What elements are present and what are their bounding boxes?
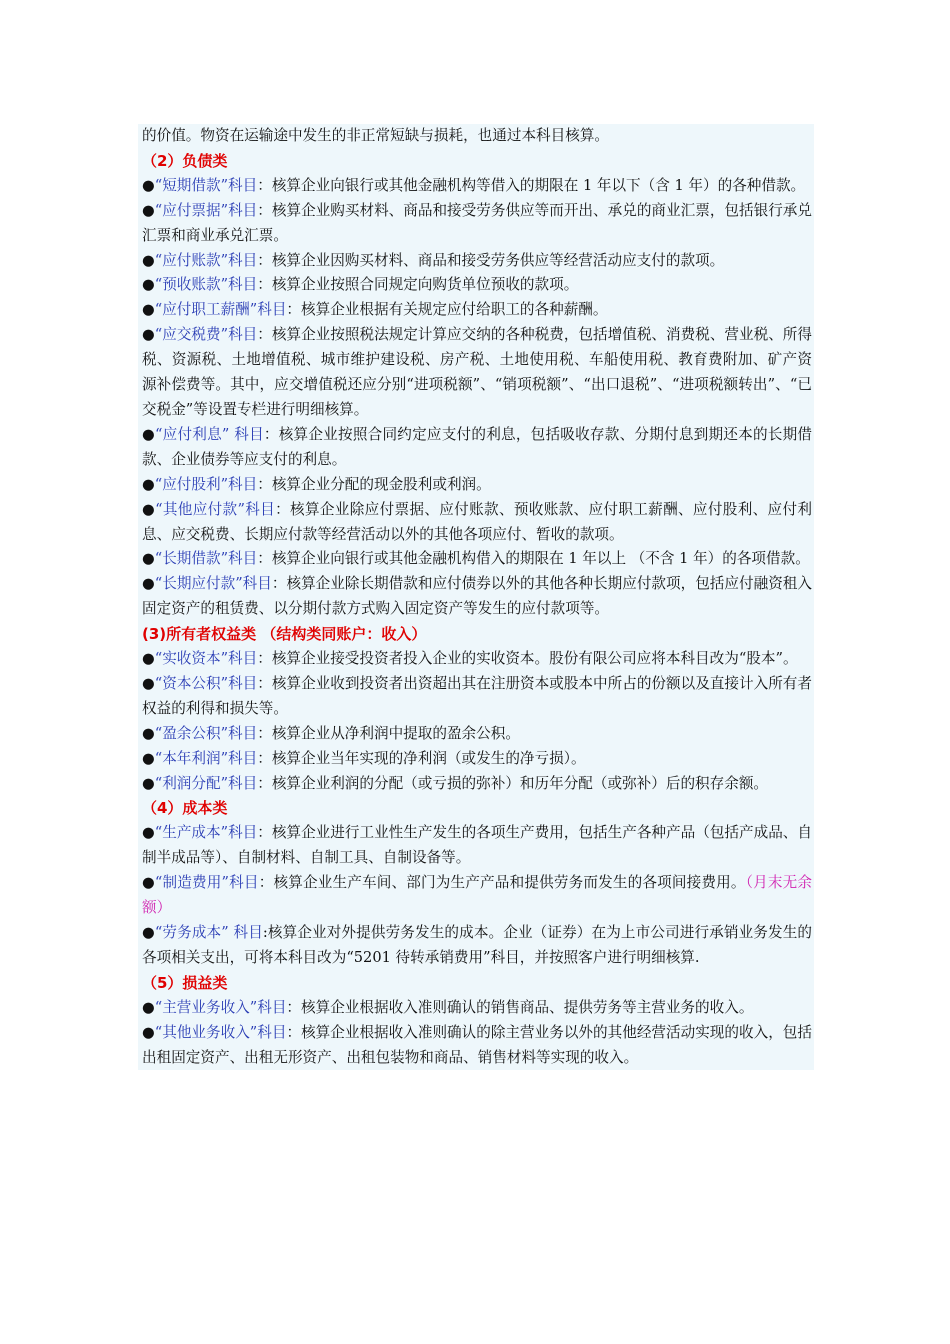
account-description: ：核算企业按照税法规定计算应交纳的各种税费，包括增值税、消费税、营业税、所得税、资源税、土地增值税、城市维护建设税、房产税、土地使用税、车船使用税、教育费附加、矿产资源补偿费等。其中，应交增值税还应分别“进项税额”、“销项税额”、“出口退税”、“进项税额转出”、“已交税金”等设置专栏进行明细核算。 (142, 326, 812, 418)
account-term: “本年利润”科目 (154, 749, 258, 767)
account-description: ：核算企业按照合同规定向购货单位预收的款项。 (257, 276, 579, 294)
account-item (138, 747, 814, 772)
bullet-icon: ● (142, 650, 155, 668)
account-description: ：核算企业因购买材料、商品和接受劳务供应等经营活动应支付的款项。 (257, 251, 725, 269)
account-description: ：核算企业根据收入准则确认的销售商品、提供劳务等主营业务的收入。 (286, 998, 754, 1016)
account-description: ：核算企业根据收入准则确认的除主营业务以外的其他经营活动实现的收入，包括出租固定资产、出租无形资产、出租包装物和商品、销售材料等实现的收入。 (142, 1023, 812, 1066)
bullet-icon: ● (142, 425, 155, 443)
account-note: （月末无余额） (142, 874, 812, 917)
account-term: “其他应付款”科目 (155, 500, 276, 518)
bullet-icon: ● (142, 301, 155, 319)
account-item (138, 423, 814, 473)
bullet-icon: ● (142, 575, 155, 593)
account-item (138, 821, 814, 871)
account-term: “资本公积”科目 (154, 674, 258, 692)
account-item (138, 298, 814, 323)
account-description: ：核算企业向银行或其他金融机构借入的期限在 1 年以上 （不含 1 年）的各项借款。 (257, 550, 810, 568)
account-description: ：核算企业接受投资者投入企业的实收资本。股份有限公司应将本科目改为“股本”。 (257, 650, 798, 668)
account-term: “实收资本”科目 (154, 650, 258, 668)
account-term: “长期应付款”科目 (154, 575, 272, 593)
account-item (138, 871, 814, 921)
account-item (138, 772, 814, 797)
bullet-icon: ● (142, 251, 155, 269)
account-description: ：核算企业从净利润中提取的盈余公积。 (257, 724, 520, 742)
bullet-icon: ● (142, 924, 155, 941)
account-term: “其他业务收入”科目 (154, 1023, 287, 1041)
section-heading: （5）损益类 (142, 973, 228, 992)
account-term: “应付职工薪酬”科目 (154, 301, 287, 319)
account-item (138, 547, 814, 572)
bullet-icon: ● (142, 874, 155, 892)
account-term: “应付利息” 科目 (154, 425, 264, 443)
account-description: ：核算企业进行工业性生产发生的各项生产费用，包括生产各种产品（包括产成品、自制半成品等）、自制材料、自制工具、自制设备等。 (142, 824, 812, 867)
section-heading: （2）负债类 (142, 151, 228, 170)
account-item (138, 473, 814, 498)
bullet-icon: ● (142, 824, 155, 842)
section-heading: （4）成本类 (142, 799, 228, 818)
account-term: “劳务成本” 科目 (154, 924, 263, 941)
account-description: ：核算企业生产车间、部门为生产产品和提供劳务而发生的各项间接费用。 (258, 874, 746, 892)
account-item (138, 323, 814, 423)
account-item (138, 498, 814, 548)
account-term: “盈余公积”科目 (154, 724, 258, 742)
account-description: ：核算企业除长期借款和应付债券以外的其他各种长期应付款项，包括应付融资租入固定资产的租赁费、以分期付款方式购入固定资产等发生的应付款项等。 (142, 575, 812, 618)
account-term: “主营业务收入”科目 (154, 998, 287, 1016)
bullet-icon: ● (142, 201, 155, 219)
bullet-icon: ● (142, 176, 155, 194)
account-item (138, 921, 814, 971)
bullet-icon: ● (142, 724, 155, 742)
account-description: ：核算企业收到投资者出资超出其在注册资本或股本中所占的份额以及直接计入所有者权益的利得和损失等。 (142, 674, 812, 717)
account-item (138, 273, 814, 298)
account-item (138, 199, 814, 249)
document-body (138, 124, 814, 1070)
account-term: “应付账款”科目 (154, 251, 258, 269)
account-item (138, 1021, 814, 1071)
account-description: ：核算企业购买材料、商品和接受劳务供应等而开出、承兑的商业汇票，包括银行承兑汇票和商业承兑汇票。 (142, 201, 812, 244)
account-description: ：核算企业除应付票据、应付账款、预收账款、应付职工薪酬、应付股利、应付利息、应交税费、长期应付款等经营活动以外的其他各项应付、暂收的款项。 (142, 500, 812, 543)
bullet-icon: ● (142, 475, 155, 493)
account-description: :核算企业对外提供劳务发生的成本。企业（证券）在为上市公司进行承销业务发生的各项相关支出，可将本科目改为“5201 待转承销费用”科目，并按照客户进行明细核算. (142, 924, 813, 966)
account-term: “制造费用”科目 (154, 874, 259, 892)
account-term: “长期借款”科目 (154, 550, 258, 568)
bullet-icon: ● (142, 749, 155, 767)
account-item (138, 647, 814, 672)
account-term: “应交税费”科目 (154, 326, 258, 344)
bullet-icon: ● (142, 326, 155, 344)
account-description: ：核算企业按照合同约定应支付的利息，包括吸收存款、分期付息到期还本的长期借款、企业债券等应支付的利息。 (142, 425, 813, 468)
section-heading: (3)所有者权益类 （结构类同账户：收入） (142, 625, 427, 644)
account-description: ：核算企业当年实现的净利润（或发生的净亏损）。 (257, 749, 586, 767)
account-description: ：核算企业利润的分配（或亏损的弥补）和历年分配（或弥补）后的积存余额。 (257, 774, 769, 792)
bullet-icon: ● (142, 674, 155, 692)
account-description: ：核算企业向银行或其他金融机构等借入的期限在 1 年以下（含 1 年）的各种借款。 (257, 176, 806, 194)
bullet-icon: ● (142, 500, 156, 518)
account-term: “预收账款”科目 (154, 276, 258, 294)
account-item (138, 996, 814, 1021)
bullet-icon: ● (142, 998, 155, 1016)
account-term: “利润分配”科目 (154, 774, 258, 792)
account-item (138, 249, 814, 274)
account-term: “应付股利”科目 (154, 475, 258, 493)
account-item (138, 572, 814, 622)
paragraph: 的价值。物资在运输途中发生的非正常短缺与损耗，也通过本科目核算。 (142, 127, 610, 144)
account-item (138, 174, 814, 199)
bullet-icon: ● (142, 774, 155, 792)
account-description: ：核算企业分配的现金股利或利润。 (257, 475, 491, 493)
account-term: “短期借款”科目 (154, 176, 258, 194)
account-description: ：核算企业根据有关规定应付给职工的各种薪酬。 (286, 301, 608, 319)
bullet-icon: ● (142, 276, 155, 294)
account-item (138, 722, 814, 747)
account-item (138, 672, 814, 722)
account-term: “应付票据”科目 (154, 201, 258, 219)
bullet-icon: ● (142, 1023, 155, 1041)
bullet-icon: ● (142, 550, 155, 568)
account-term: “生产成本”科目 (154, 824, 258, 842)
